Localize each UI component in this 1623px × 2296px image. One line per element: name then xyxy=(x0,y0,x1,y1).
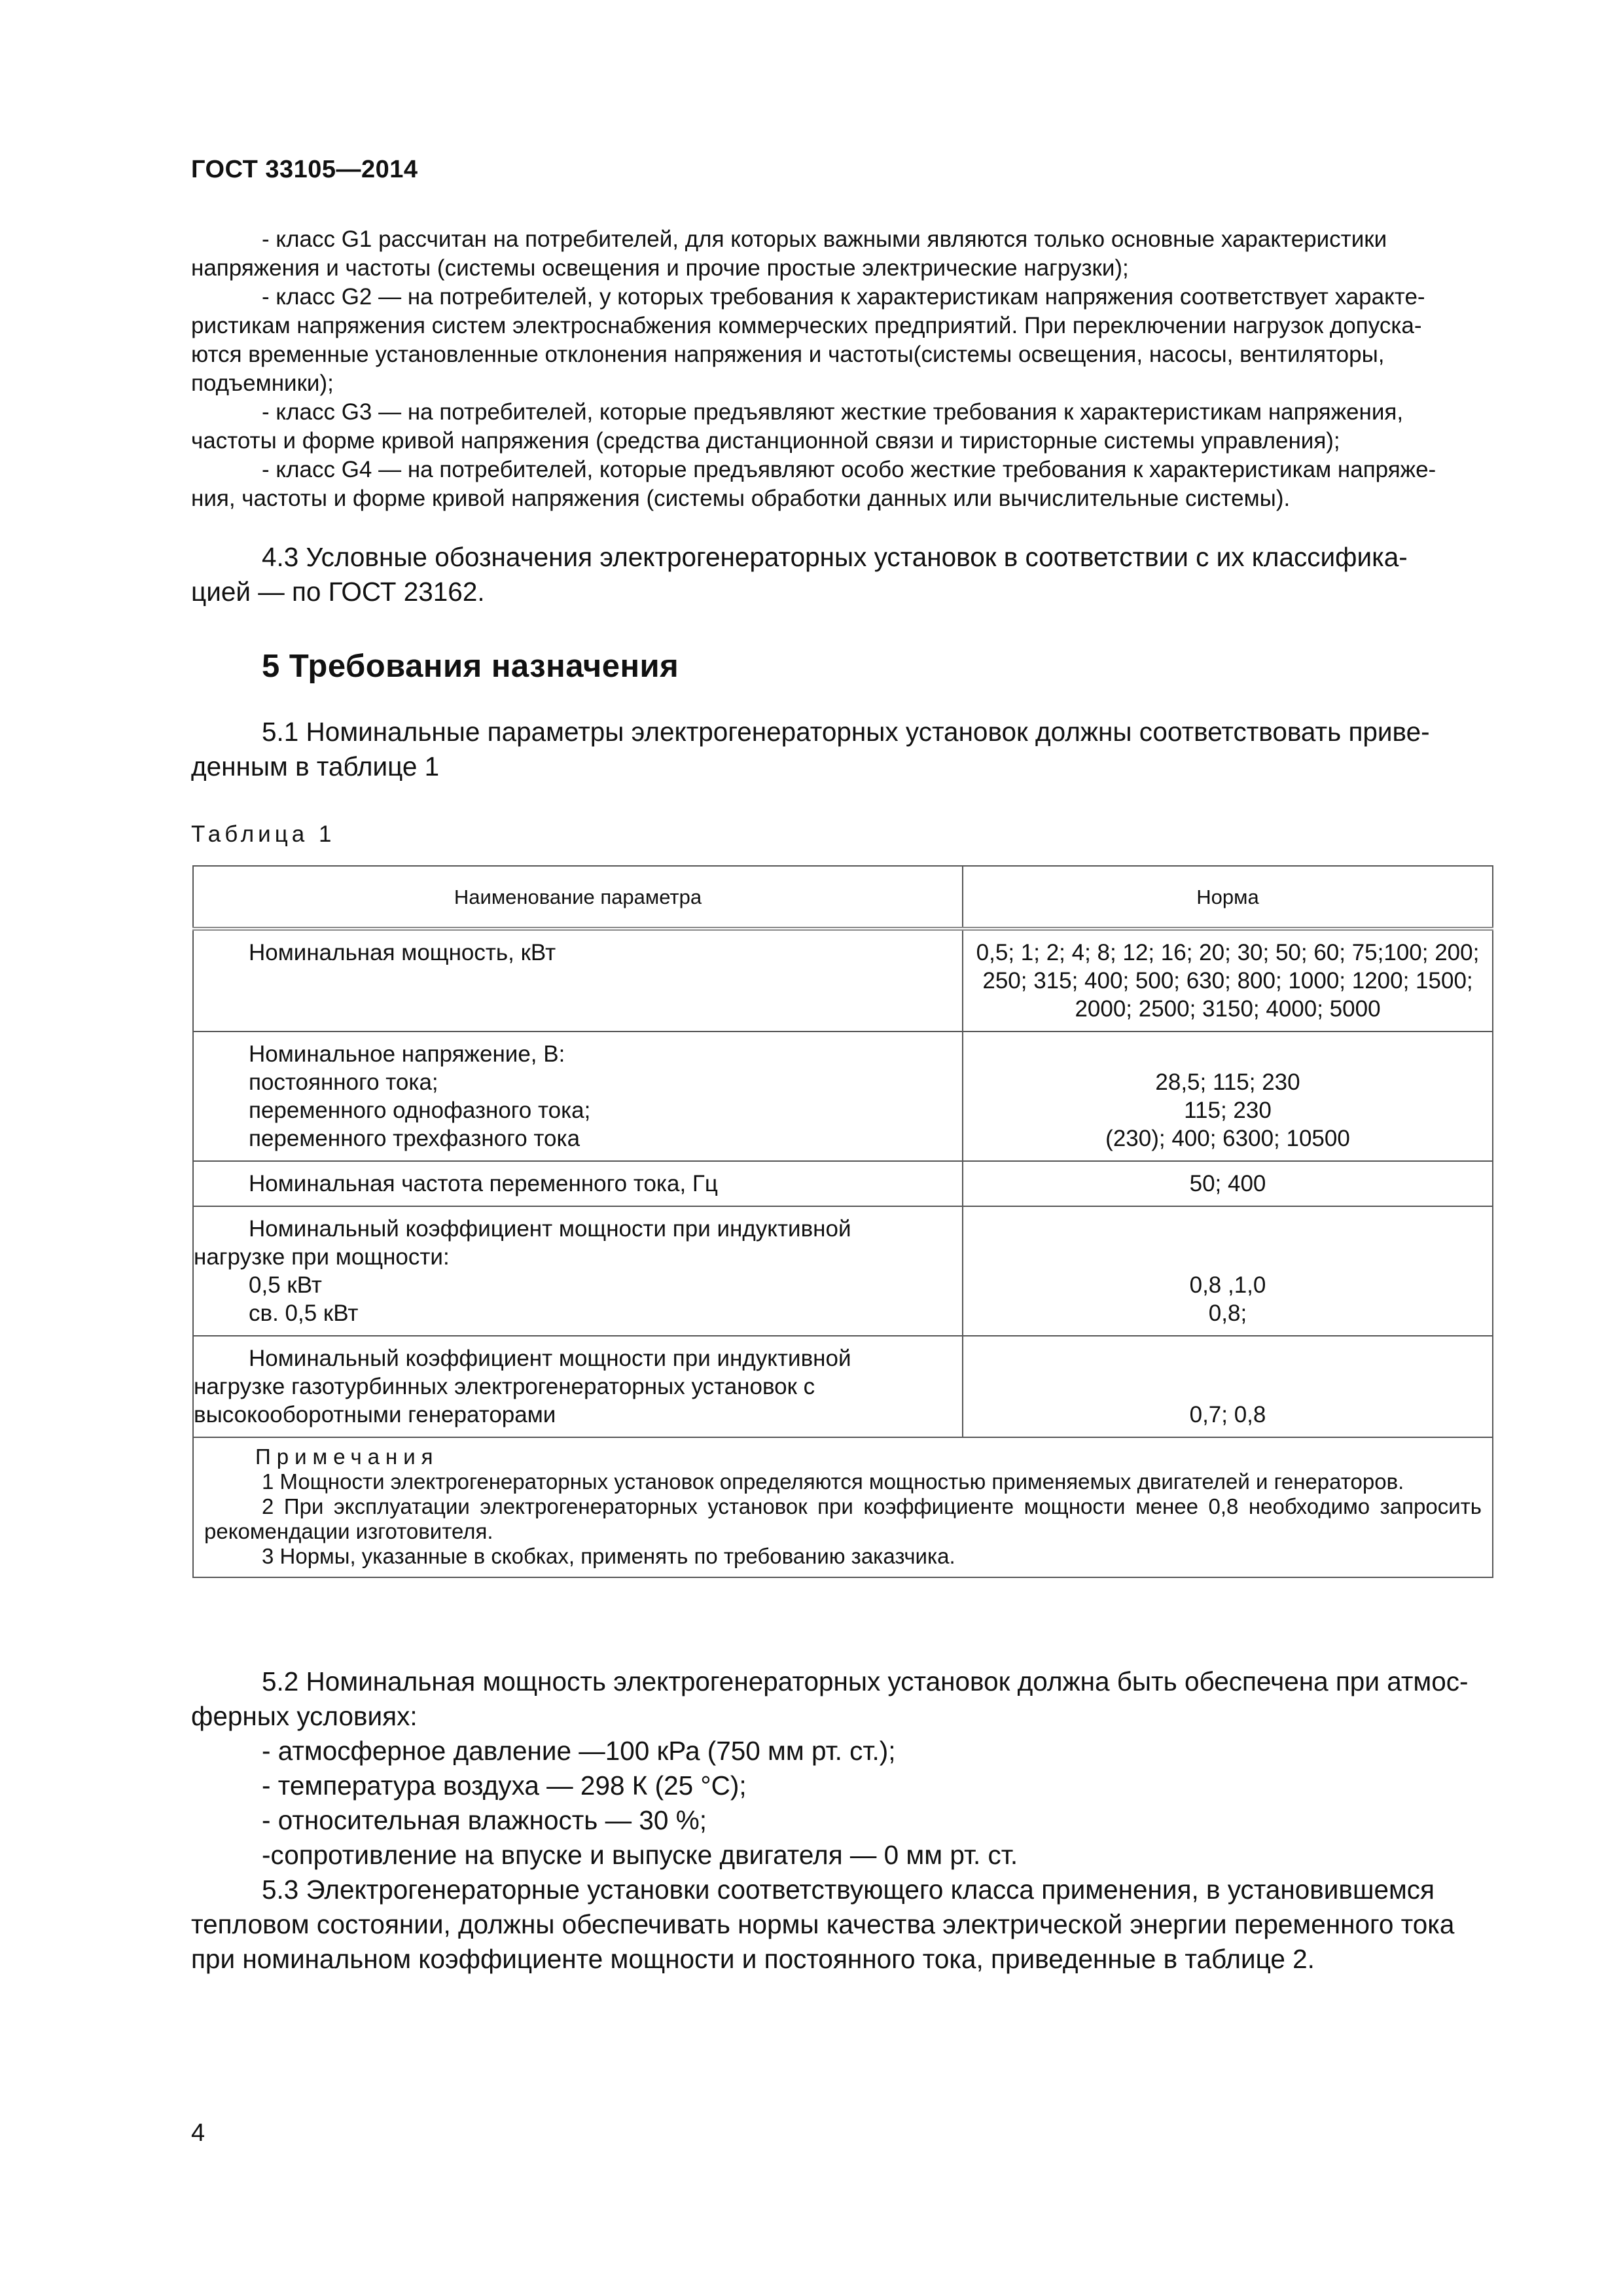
param-cell: Номинальная мощность, кВт xyxy=(193,929,963,1031)
condition-item: - относительная влажность — 30 %; xyxy=(262,1805,707,1835)
table-row xyxy=(193,1161,1493,1206)
param-cell: Номинальный коэффициент мощности при индуктивной нагрузке при мощности: 0,5 кВт св. 0,5 кВт xyxy=(193,1206,963,1336)
note-item: 1 Мощности электрогенераторных установок определяются мощностью применяемых двигателей и генераторов. xyxy=(262,1469,1404,1494)
note-item: 2 При эксплуатации электрогенераторных установок при коэффициенте мощности менее 0,8 необходимо запросить рекомендации изготовителя. xyxy=(204,1494,1482,1543)
table-1-caption: Таблица 1 xyxy=(191,821,336,847)
norm-cell: 0,7; 0,8 xyxy=(963,1336,1493,1437)
class-g1-paragraph: - класс G1 рассчитан на потребителей, для которых важными являются только основные характеристики напряжения и частоты (системы освещения и прочие простые электрические нагрузки); xyxy=(191,226,1387,281)
table-row xyxy=(193,1336,1493,1437)
norm-cell: 28,5; 115; 230 115; 230 (230); 400; 6300; 10500 xyxy=(963,1031,1493,1161)
table-row xyxy=(193,1206,1493,1336)
table-notes-row xyxy=(193,1437,1493,1577)
condition-item: - температура воздуха — 298 К (25 °С); xyxy=(262,1770,747,1801)
notes-heading: Примечания xyxy=(255,1444,439,1469)
condition-item: - атмосферное давление —100 кРа (750 мм рт. ст.); xyxy=(262,1736,896,1766)
table-1 xyxy=(192,865,1493,1578)
section-5-title: 5 Требования назначения xyxy=(262,649,679,684)
table-notes xyxy=(193,1437,1493,1577)
param-cell: Номинальное напряжение, В: постоянного тока; переменного однофазного тока; переменного трехфазного тока xyxy=(193,1031,963,1161)
class-g2-paragraph: - класс G2 — на потребителей, у которых требования к характеристикам напряжения соответствует характе- ристикам напряжения систем электроснабжения коммерческих предприятий. При переключении нагрузок допуска- ются временные установленные отклонения напряжения и частоты(системы освещения, насосы, вентиляторы, подъемники); xyxy=(191,284,1425,396)
header-norm: Норма xyxy=(963,866,1493,929)
norm-cell: 0,5; 1; 2; 4; 8; 12; 16; 20; 30; 50; 60; 75;100; 200; 250; 315; 400; 500; 630; 800; 1000; 1200; 1500; 2000; 2500; 3150; 4000; 5000 xyxy=(963,929,1493,1031)
norm-cell: 0,8 ,1,0 0,8; xyxy=(963,1206,1493,1336)
table-header-row xyxy=(193,866,1493,929)
paragraph-4-3: 4.3 Условные обозначения электрогенераторных установок в соответствии с их классифика- цией — по ГОСТ 23162. xyxy=(191,542,1408,607)
page-number: 4 xyxy=(191,2119,205,2147)
param-cell: Номинальный коэффициент мощности при индуктивной нагрузке газотурбинных электрогенераторных установок с высокооборотными генераторами xyxy=(193,1336,963,1437)
document-header: ГОСТ 33105—2014 xyxy=(191,156,418,183)
class-g4-paragraph: - класс G4 — на потребителей, которые предъявляют особо жесткие требования к характеристикам напряже- ния, частоты и форме кривой напряжения (системы обработки данных или вычислительные системы). xyxy=(191,457,1436,511)
note-item: 3 Нормы, указанные в скобках, применять по требованию заказчика. xyxy=(262,1544,955,1568)
paragraph-5-3: 5.3 Электрогенераторные установки соответствующего класса применения, в установившемся тепловом состоянии, должны обеспечивать нормы качества электрической энергии переменного тока при номинальном коэффициенте мощности и постоянного тока, приведенные в таблице 2. xyxy=(191,1874,1455,1974)
class-g3-paragraph: - класс G3 — на потребителей, которые предъявляют жесткие требования к характеристикам напряжения, частоты и форме кривой напряжения (средства дистанционной связи и тиристорные системы управления); xyxy=(191,399,1404,454)
paragraph-5-1: 5.1 Номинальные параметры электрогенераторных установок должны соответствовать приве- денным в таблице 1 xyxy=(191,717,1430,781)
param-cell: Номинальная частота переменного тока, Гц xyxy=(193,1161,963,1206)
condition-item: -сопротивление на впуске и выпуске двигателя — 0 мм рт. ст. xyxy=(262,1840,1018,1870)
table-row xyxy=(193,1031,1493,1161)
paragraph-5-2: 5.2 Номинальная мощность электрогенераторных установок должна быть обеспечена при атмос- ферных условиях: - атмосферное давление —100 кРа (750 мм рт. ст.); - температура воздуха — 298 К (25 °С); - относительная влажность — 30 %; -сопротивление на впуске и выпуске двигателя — 0 мм рт. ст. xyxy=(191,1664,1493,1873)
table-row xyxy=(193,929,1493,1031)
header-param: Наименование параметра xyxy=(193,866,963,929)
norm-cell: 50; 400 xyxy=(963,1161,1493,1206)
